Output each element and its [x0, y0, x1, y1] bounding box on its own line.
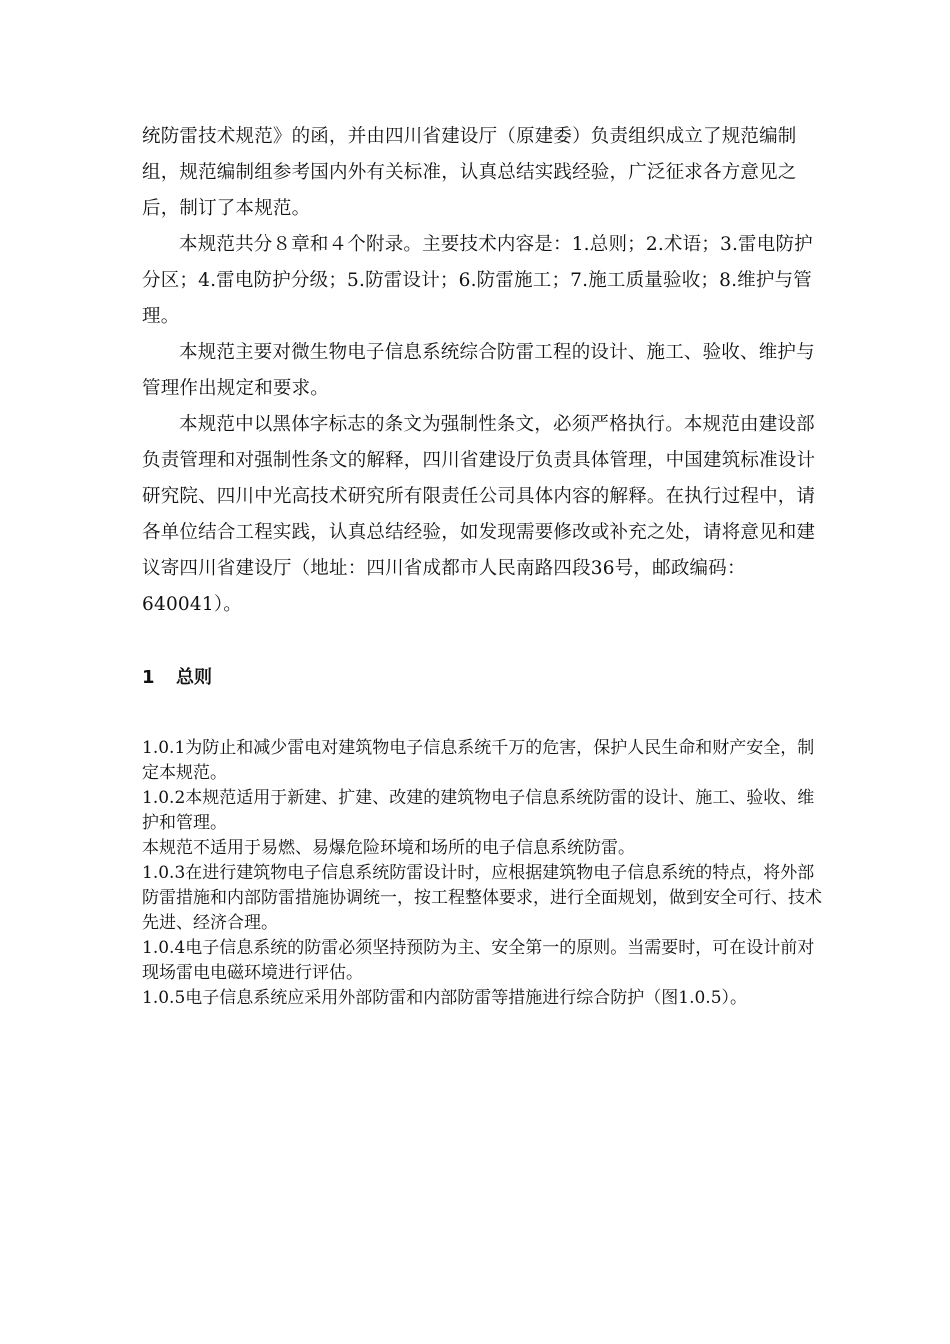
clauses-text	[142, 736, 822, 1011]
preface-paragraph: 统防雷技术规范》的函，并由四川省建设厅（原建委）负责组织成立了规范编制组，规范编制组参考国内外有关标准，认真总结实践经验，广泛征求各方意见之后，制订了本规范。	[142, 126, 797, 219]
section-heading	[142, 664, 212, 692]
clause-paragraph: 1.0.4电子信息系统的防雷必须坚持预防为主、安全第一的原则。当需要时，可在设计前对现场雷电电磁环境进行评估。	[142, 938, 815, 983]
preface-paragraph: 本规范中以黑体字标志的条文为强制性条文，必须严格执行。本规范由建设部负责管理和对强制性条文的解释，四川省建设厅负责具体管理，中国建筑标准设计研究院、四川中光高技术研究所有限责任公司具体内容的解释。在执行过程中，请各单位结合工程实践，认真总结经验，如发现需要修改或补充之处，请将意见和建议寄四川省建设厅（地址：四川省成都市人民南路四段36号，邮政编码：640041）。	[142, 414, 816, 615]
clause-paragraph: 1.0.2本规范适用于新建、扩建、改建的建筑物电子信息系统防雷的设计、施工、验收、维护和管理。	[142, 788, 815, 833]
preface-paragraph: 本规范共分８章和４个附录。主要技术内容是：1.总则；2.术语；3.雷电防护分区；4.雷电防护分级；5.防雷设计；6.防雷施工；7.施工质量验收；8.维护与管理。	[142, 234, 813, 327]
clause-paragraph: 1.0.3在进行建筑物电子信息系统防雷设计时，应根据建筑物电子信息系统的特点，将外部防雷措施和内部防雷措施协调统一，按工程整体要求，进行全面规划，做到安全可行、技术先进、经济合理。	[142, 863, 822, 933]
clause-paragraph: 1.0.1为防止和减少雷电对建筑物电子信息系统千万的危害，保护人民生命和财产安全，制定本规范。	[142, 738, 815, 783]
clause-paragraph: 1.0.5电子信息系统应采用外部防雷和内部防雷等措施进行综合防护（图1.0.5）。	[142, 988, 748, 1008]
preface-paragraph: 本规范主要对微生物电子信息系统综合防雷工程的设计、施工、验收、维护与管理作出规定和要求。	[142, 342, 815, 399]
preface-text	[142, 119, 822, 623]
section-title: 总则	[176, 667, 212, 688]
section-number: 1	[142, 667, 155, 688]
clause-paragraph: 本规范不适用于易燃、易爆危险环境和场所的电子信息系统防雷。	[142, 838, 635, 858]
